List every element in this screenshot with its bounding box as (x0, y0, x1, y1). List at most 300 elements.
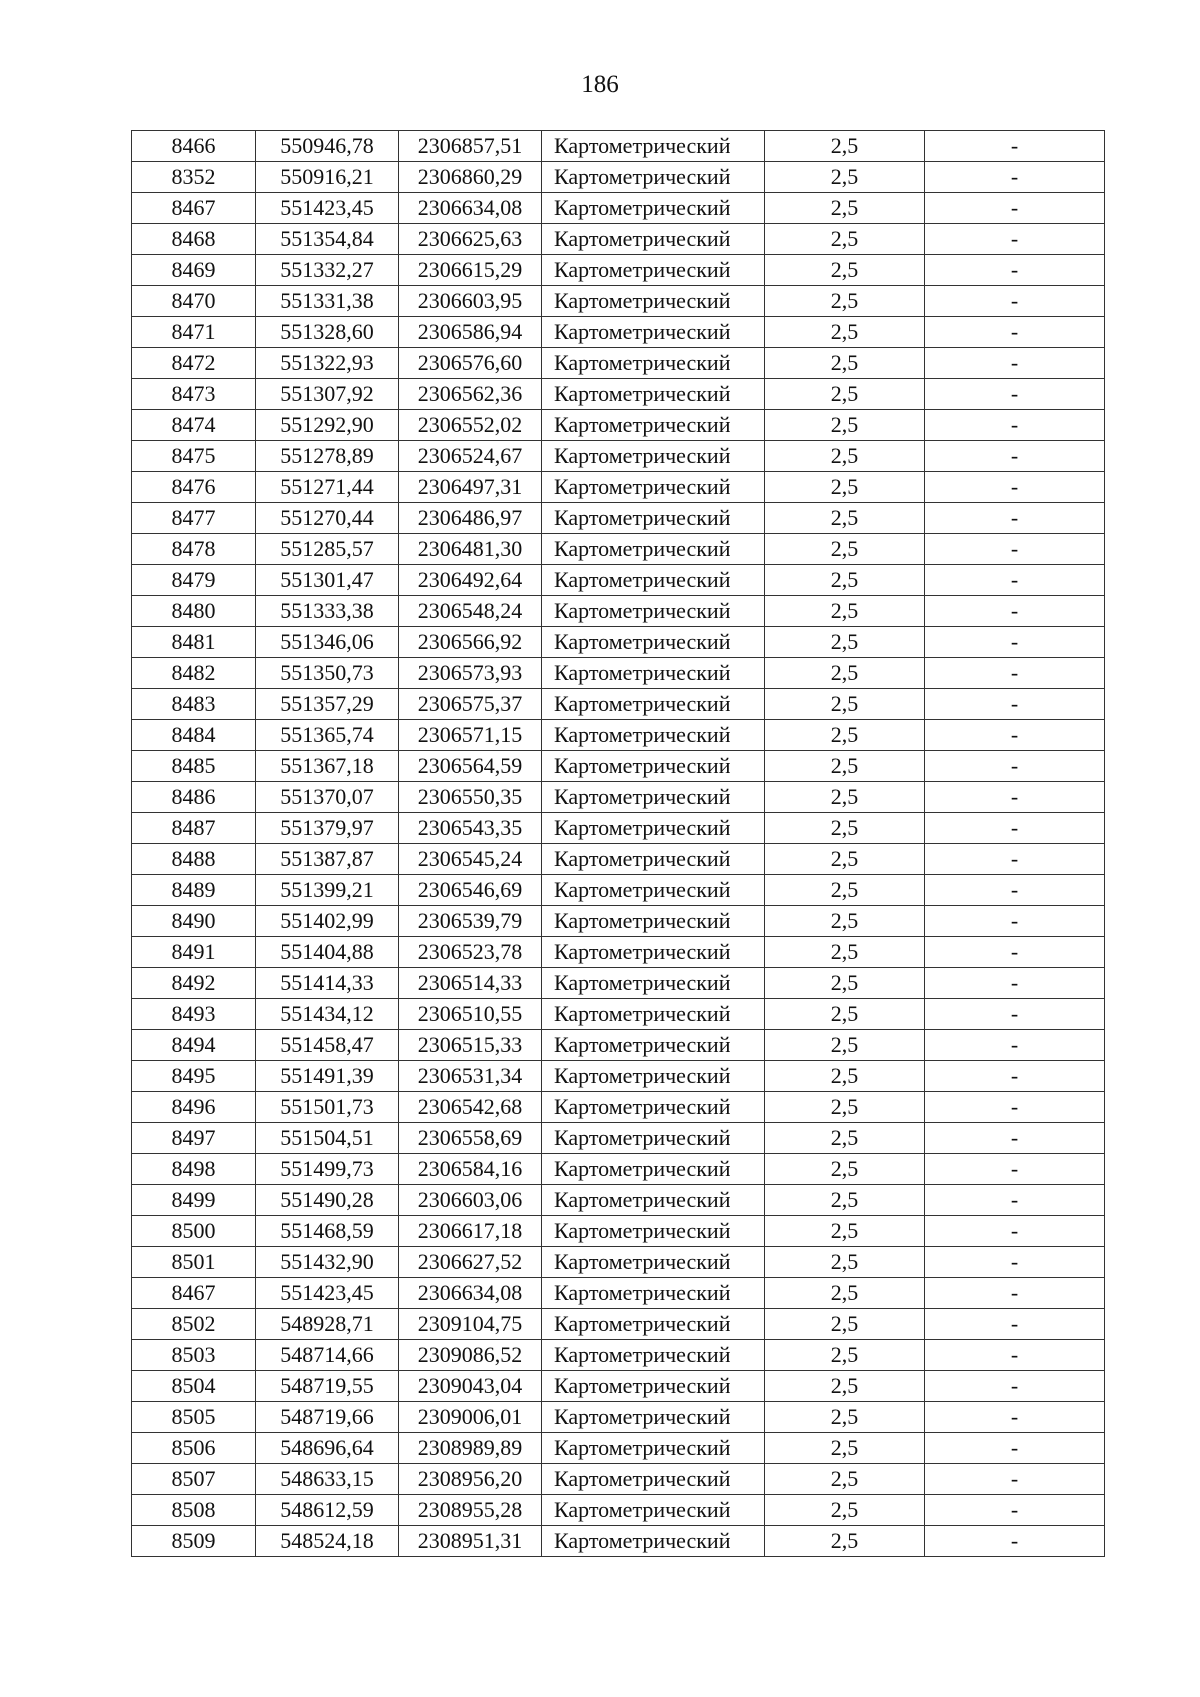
description-cell: - (925, 1371, 1105, 1402)
accuracy-cell: 2,5 (765, 224, 925, 255)
description-cell: - (925, 286, 1105, 317)
point-number-cell: 8493 (132, 999, 256, 1030)
method-cell: Картометрический (542, 968, 765, 999)
table-row (132, 193, 1105, 224)
method-cell: Картометрический (542, 1371, 765, 1402)
y-coordinate-cell: 2306586,94 (399, 317, 542, 348)
point-number-cell: 8494 (132, 1030, 256, 1061)
method-cell: Картометрический (542, 1526, 765, 1557)
table-row (132, 751, 1105, 782)
x-coordinate-cell: 551434,12 (256, 999, 399, 1030)
x-coordinate-cell: 548612,59 (256, 1495, 399, 1526)
point-number-cell: 8495 (132, 1061, 256, 1092)
accuracy-cell: 2,5 (765, 720, 925, 751)
table-row (132, 1402, 1105, 1433)
table-row (132, 348, 1105, 379)
point-number-cell: 8505 (132, 1402, 256, 1433)
y-coordinate-cell: 2306571,15 (399, 720, 542, 751)
table-row (132, 317, 1105, 348)
x-coordinate-cell: 551333,38 (256, 596, 399, 627)
method-cell: Картометрический (542, 1433, 765, 1464)
description-cell: - (925, 1185, 1105, 1216)
method-cell: Картометрический (542, 1061, 765, 1092)
method-cell: Картометрический (542, 348, 765, 379)
method-cell: Картометрический (542, 379, 765, 410)
y-coordinate-cell: 2306584,16 (399, 1154, 542, 1185)
x-coordinate-cell: 551399,21 (256, 875, 399, 906)
accuracy-cell: 2,5 (765, 1216, 925, 1247)
table-row (132, 1309, 1105, 1340)
method-cell: Картометрический (542, 1309, 765, 1340)
point-number-cell: 8480 (132, 596, 256, 627)
y-coordinate-cell: 2306603,95 (399, 286, 542, 317)
method-cell: Картометрический (542, 286, 765, 317)
description-cell: - (925, 1340, 1105, 1371)
x-coordinate-cell: 551367,18 (256, 751, 399, 782)
point-number-cell: 8484 (132, 720, 256, 751)
point-number-cell: 8490 (132, 906, 256, 937)
method-cell: Картометрический (542, 875, 765, 906)
y-coordinate-cell: 2309006,01 (399, 1402, 542, 1433)
y-coordinate-cell: 2309043,04 (399, 1371, 542, 1402)
table-row (132, 131, 1105, 162)
method-cell: Картометрический (542, 1402, 765, 1433)
method-cell: Картометрический (542, 1154, 765, 1185)
x-coordinate-cell: 548524,18 (256, 1526, 399, 1557)
y-coordinate-cell: 2306486,97 (399, 503, 542, 534)
point-number-cell: 8507 (132, 1464, 256, 1495)
y-coordinate-cell: 2306497,31 (399, 472, 542, 503)
method-cell: Картометрический (542, 1278, 765, 1309)
y-coordinate-cell: 2306625,63 (399, 224, 542, 255)
description-cell: - (925, 410, 1105, 441)
description-cell: - (925, 1123, 1105, 1154)
x-coordinate-cell: 551491,39 (256, 1061, 399, 1092)
point-number-cell: 8491 (132, 937, 256, 968)
method-cell: Картометрический (542, 565, 765, 596)
method-cell: Картометрический (542, 720, 765, 751)
description-cell: - (925, 844, 1105, 875)
description-cell: - (925, 627, 1105, 658)
method-cell: Картометрический (542, 999, 765, 1030)
accuracy-cell: 2,5 (765, 875, 925, 906)
y-coordinate-cell: 2306546,69 (399, 875, 542, 906)
point-number-cell: 8508 (132, 1495, 256, 1526)
description-cell: - (925, 906, 1105, 937)
accuracy-cell: 2,5 (765, 286, 925, 317)
accuracy-cell: 2,5 (765, 193, 925, 224)
description-cell: - (925, 1495, 1105, 1526)
description-cell: - (925, 1154, 1105, 1185)
accuracy-cell: 2,5 (765, 1092, 925, 1123)
description-cell: - (925, 131, 1105, 162)
description-cell: - (925, 720, 1105, 751)
point-number-cell: 8483 (132, 689, 256, 720)
table-row (132, 1030, 1105, 1061)
x-coordinate-cell: 551504,51 (256, 1123, 399, 1154)
accuracy-cell: 2,5 (765, 1309, 925, 1340)
description-cell: - (925, 1309, 1105, 1340)
table-row (132, 1371, 1105, 1402)
point-number-cell: 8501 (132, 1247, 256, 1278)
y-coordinate-cell: 2306634,08 (399, 1278, 542, 1309)
x-coordinate-cell: 551458,47 (256, 1030, 399, 1061)
x-coordinate-cell: 551354,84 (256, 224, 399, 255)
accuracy-cell: 2,5 (765, 1247, 925, 1278)
table-row (132, 286, 1105, 317)
point-number-cell: 8492 (132, 968, 256, 999)
accuracy-cell: 2,5 (765, 317, 925, 348)
point-number-cell: 8504 (132, 1371, 256, 1402)
accuracy-cell: 2,5 (765, 999, 925, 1030)
x-coordinate-cell: 551404,88 (256, 937, 399, 968)
point-number-cell: 8477 (132, 503, 256, 534)
description-cell: - (925, 317, 1105, 348)
y-coordinate-cell: 2306545,24 (399, 844, 542, 875)
accuracy-cell: 2,5 (765, 441, 925, 472)
point-number-cell: 8499 (132, 1185, 256, 1216)
y-coordinate-cell: 2306510,55 (399, 999, 542, 1030)
description-cell: - (925, 813, 1105, 844)
method-cell: Картометрический (542, 534, 765, 565)
y-coordinate-cell: 2306566,92 (399, 627, 542, 658)
x-coordinate-cell: 551332,27 (256, 255, 399, 286)
y-coordinate-cell: 2306548,24 (399, 596, 542, 627)
method-cell: Картометрический (542, 193, 765, 224)
x-coordinate-cell: 551346,06 (256, 627, 399, 658)
table-row (132, 441, 1105, 472)
method-cell: Картометрический (542, 596, 765, 627)
accuracy-cell: 2,5 (765, 1185, 925, 1216)
point-number-cell: 8471 (132, 317, 256, 348)
accuracy-cell: 2,5 (765, 565, 925, 596)
x-coordinate-cell: 551285,57 (256, 534, 399, 565)
description-cell: - (925, 1464, 1105, 1495)
y-coordinate-cell: 2309086,52 (399, 1340, 542, 1371)
table-row (132, 1464, 1105, 1495)
x-coordinate-cell: 550946,78 (256, 131, 399, 162)
point-number-cell: 8506 (132, 1433, 256, 1464)
table-row (132, 627, 1105, 658)
accuracy-cell: 2,5 (765, 1030, 925, 1061)
method-cell: Картометрический (542, 410, 765, 441)
x-coordinate-cell: 551301,47 (256, 565, 399, 596)
y-coordinate-cell: 2306552,02 (399, 410, 542, 441)
point-number-cell: 8486 (132, 782, 256, 813)
page-number: 186 (581, 71, 619, 98)
point-number-cell: 8487 (132, 813, 256, 844)
description-cell: - (925, 658, 1105, 689)
table-row (132, 1495, 1105, 1526)
y-coordinate-cell: 2306524,67 (399, 441, 542, 472)
point-number-cell: 8485 (132, 751, 256, 782)
accuracy-cell: 2,5 (765, 534, 925, 565)
table-row (132, 999, 1105, 1030)
table-row (132, 1185, 1105, 1216)
method-cell: Картометрический (542, 844, 765, 875)
accuracy-cell: 2,5 (765, 1371, 925, 1402)
table-row (132, 1216, 1105, 1247)
x-coordinate-cell: 551331,38 (256, 286, 399, 317)
method-cell: Картометрический (542, 472, 765, 503)
point-number-cell: 8469 (132, 255, 256, 286)
table-row (132, 1061, 1105, 1092)
description-cell: - (925, 1030, 1105, 1061)
table-row (132, 658, 1105, 689)
description-cell: - (925, 534, 1105, 565)
y-coordinate-cell: 2306492,64 (399, 565, 542, 596)
description-cell: - (925, 162, 1105, 193)
method-cell: Картометрический (542, 255, 765, 286)
y-coordinate-cell: 2306562,36 (399, 379, 542, 410)
table-row (132, 472, 1105, 503)
method-cell: Картометрический (542, 782, 765, 813)
accuracy-cell: 2,5 (765, 1495, 925, 1526)
point-number-cell: 8488 (132, 844, 256, 875)
y-coordinate-cell: 2306634,08 (399, 193, 542, 224)
table-row (132, 596, 1105, 627)
table-row (132, 1526, 1105, 1557)
accuracy-cell: 2,5 (765, 627, 925, 658)
table-row (132, 937, 1105, 968)
point-number-cell: 8482 (132, 658, 256, 689)
description-cell: - (925, 1278, 1105, 1309)
point-number-cell: 8479 (132, 565, 256, 596)
y-coordinate-cell: 2306860,29 (399, 162, 542, 193)
y-coordinate-cell: 2306857,51 (399, 131, 542, 162)
point-number-cell: 8467 (132, 1278, 256, 1309)
table-row (132, 875, 1105, 906)
y-coordinate-cell: 2306543,35 (399, 813, 542, 844)
description-cell: - (925, 255, 1105, 286)
accuracy-cell: 2,5 (765, 348, 925, 379)
accuracy-cell: 2,5 (765, 751, 925, 782)
x-coordinate-cell: 551379,97 (256, 813, 399, 844)
y-coordinate-cell: 2306531,34 (399, 1061, 542, 1092)
accuracy-cell: 2,5 (765, 1340, 925, 1371)
y-coordinate-cell: 2306627,52 (399, 1247, 542, 1278)
y-coordinate-cell: 2306617,18 (399, 1216, 542, 1247)
description-cell: - (925, 348, 1105, 379)
table-row (132, 1247, 1105, 1278)
x-coordinate-cell: 551468,59 (256, 1216, 399, 1247)
accuracy-cell: 2,5 (765, 906, 925, 937)
point-number-cell: 8466 (132, 131, 256, 162)
description-cell: - (925, 1526, 1105, 1557)
point-number-cell: 8470 (132, 286, 256, 317)
table-row (132, 1123, 1105, 1154)
y-coordinate-cell: 2308956,20 (399, 1464, 542, 1495)
accuracy-cell: 2,5 (765, 472, 925, 503)
method-cell: Картометрический (542, 1123, 765, 1154)
x-coordinate-cell: 551423,45 (256, 1278, 399, 1309)
y-coordinate-cell: 2306564,59 (399, 751, 542, 782)
point-number-cell: 8474 (132, 410, 256, 441)
y-coordinate-cell: 2306539,79 (399, 906, 542, 937)
accuracy-cell: 2,5 (765, 844, 925, 875)
y-coordinate-cell: 2306523,78 (399, 937, 542, 968)
table-row (132, 410, 1105, 441)
table-row (132, 534, 1105, 565)
description-cell: - (925, 472, 1105, 503)
x-coordinate-cell: 551365,74 (256, 720, 399, 751)
y-coordinate-cell: 2306481,30 (399, 534, 542, 565)
method-cell: Картометрический (542, 689, 765, 720)
x-coordinate-cell: 548714,66 (256, 1340, 399, 1371)
y-coordinate-cell: 2308955,28 (399, 1495, 542, 1526)
table-row (132, 844, 1105, 875)
table-row (132, 162, 1105, 193)
x-coordinate-cell: 548928,71 (256, 1309, 399, 1340)
description-cell: - (925, 751, 1105, 782)
x-coordinate-cell: 548719,55 (256, 1371, 399, 1402)
x-coordinate-cell: 551270,44 (256, 503, 399, 534)
method-cell: Картометрический (542, 658, 765, 689)
method-cell: Картометрический (542, 1247, 765, 1278)
point-number-cell: 8352 (132, 162, 256, 193)
method-cell: Картометрический (542, 1092, 765, 1123)
accuracy-cell: 2,5 (765, 658, 925, 689)
method-cell: Картометрический (542, 131, 765, 162)
description-cell: - (925, 379, 1105, 410)
method-cell: Картометрический (542, 1216, 765, 1247)
y-coordinate-cell: 2308989,89 (399, 1433, 542, 1464)
method-cell: Картометрический (542, 1340, 765, 1371)
point-number-cell: 8497 (132, 1123, 256, 1154)
y-coordinate-cell: 2306558,69 (399, 1123, 542, 1154)
x-coordinate-cell: 551402,99 (256, 906, 399, 937)
coordinates-table-body (132, 131, 1105, 1557)
y-coordinate-cell: 2306573,93 (399, 658, 542, 689)
table-row (132, 782, 1105, 813)
y-coordinate-cell: 2306603,06 (399, 1185, 542, 1216)
x-coordinate-cell: 550916,21 (256, 162, 399, 193)
method-cell: Картометрический (542, 162, 765, 193)
table-row (132, 565, 1105, 596)
coordinates-table (131, 130, 1105, 1557)
table-row (132, 1092, 1105, 1123)
description-cell: - (925, 441, 1105, 472)
point-number-cell: 8476 (132, 472, 256, 503)
x-coordinate-cell: 551501,73 (256, 1092, 399, 1123)
accuracy-cell: 2,5 (765, 410, 925, 441)
description-cell: - (925, 1433, 1105, 1464)
method-cell: Картометрический (542, 1185, 765, 1216)
y-coordinate-cell: 2306575,37 (399, 689, 542, 720)
x-coordinate-cell: 551490,28 (256, 1185, 399, 1216)
table-row (132, 503, 1105, 534)
description-cell: - (925, 875, 1105, 906)
accuracy-cell: 2,5 (765, 1154, 925, 1185)
x-coordinate-cell: 551357,29 (256, 689, 399, 720)
y-coordinate-cell: 2306576,60 (399, 348, 542, 379)
method-cell: Картометрический (542, 503, 765, 534)
table-row (132, 906, 1105, 937)
description-cell: - (925, 503, 1105, 534)
method-cell: Картометрический (542, 813, 765, 844)
accuracy-cell: 2,5 (765, 162, 925, 193)
table-row (132, 689, 1105, 720)
point-number-cell: 8498 (132, 1154, 256, 1185)
accuracy-cell: 2,5 (765, 1433, 925, 1464)
description-cell: - (925, 999, 1105, 1030)
accuracy-cell: 2,5 (765, 1402, 925, 1433)
x-coordinate-cell: 551350,73 (256, 658, 399, 689)
x-coordinate-cell: 551387,87 (256, 844, 399, 875)
description-cell: - (925, 937, 1105, 968)
table-row (132, 720, 1105, 751)
accuracy-cell: 2,5 (765, 1061, 925, 1092)
table-row (132, 968, 1105, 999)
accuracy-cell: 2,5 (765, 131, 925, 162)
accuracy-cell: 2,5 (765, 968, 925, 999)
y-coordinate-cell: 2306515,33 (399, 1030, 542, 1061)
y-coordinate-cell: 2306542,68 (399, 1092, 542, 1123)
description-cell: - (925, 782, 1105, 813)
table-row (132, 255, 1105, 286)
x-coordinate-cell: 551432,90 (256, 1247, 399, 1278)
y-coordinate-cell: 2306514,33 (399, 968, 542, 999)
point-number-cell: 8496 (132, 1092, 256, 1123)
accuracy-cell: 2,5 (765, 596, 925, 627)
x-coordinate-cell: 551322,93 (256, 348, 399, 379)
description-cell: - (925, 1216, 1105, 1247)
accuracy-cell: 2,5 (765, 1278, 925, 1309)
x-coordinate-cell: 548633,15 (256, 1464, 399, 1495)
description-cell: - (925, 968, 1105, 999)
description-cell: - (925, 224, 1105, 255)
accuracy-cell: 2,5 (765, 937, 925, 968)
table-row (132, 1278, 1105, 1309)
x-coordinate-cell: 551271,44 (256, 472, 399, 503)
method-cell: Картометрический (542, 627, 765, 658)
method-cell: Картометрический (542, 317, 765, 348)
table-row (132, 1433, 1105, 1464)
accuracy-cell: 2,5 (765, 1123, 925, 1154)
point-number-cell: 8467 (132, 193, 256, 224)
accuracy-cell: 2,5 (765, 379, 925, 410)
x-coordinate-cell: 548719,66 (256, 1402, 399, 1433)
description-cell: - (925, 1092, 1105, 1123)
accuracy-cell: 2,5 (765, 503, 925, 534)
x-coordinate-cell: 551328,60 (256, 317, 399, 348)
description-cell: - (925, 193, 1105, 224)
point-number-cell: 8509 (132, 1526, 256, 1557)
method-cell: Картометрический (542, 1030, 765, 1061)
accuracy-cell: 2,5 (765, 689, 925, 720)
x-coordinate-cell: 551423,45 (256, 193, 399, 224)
point-number-cell: 8468 (132, 224, 256, 255)
x-coordinate-cell: 551292,90 (256, 410, 399, 441)
method-cell: Картометрический (542, 906, 765, 937)
accuracy-cell: 2,5 (765, 255, 925, 286)
description-cell: - (925, 689, 1105, 720)
point-number-cell: 8500 (132, 1216, 256, 1247)
point-number-cell: 8481 (132, 627, 256, 658)
accuracy-cell: 2,5 (765, 1464, 925, 1495)
description-cell: - (925, 1247, 1105, 1278)
table-row (132, 1154, 1105, 1185)
method-cell: Картометрический (542, 1495, 765, 1526)
y-coordinate-cell: 2309104,75 (399, 1309, 542, 1340)
point-number-cell: 8478 (132, 534, 256, 565)
description-cell: - (925, 1402, 1105, 1433)
y-coordinate-cell: 2306615,29 (399, 255, 542, 286)
method-cell: Картометрический (542, 224, 765, 255)
point-number-cell: 8473 (132, 379, 256, 410)
x-coordinate-cell: 551278,89 (256, 441, 399, 472)
description-cell: - (925, 565, 1105, 596)
